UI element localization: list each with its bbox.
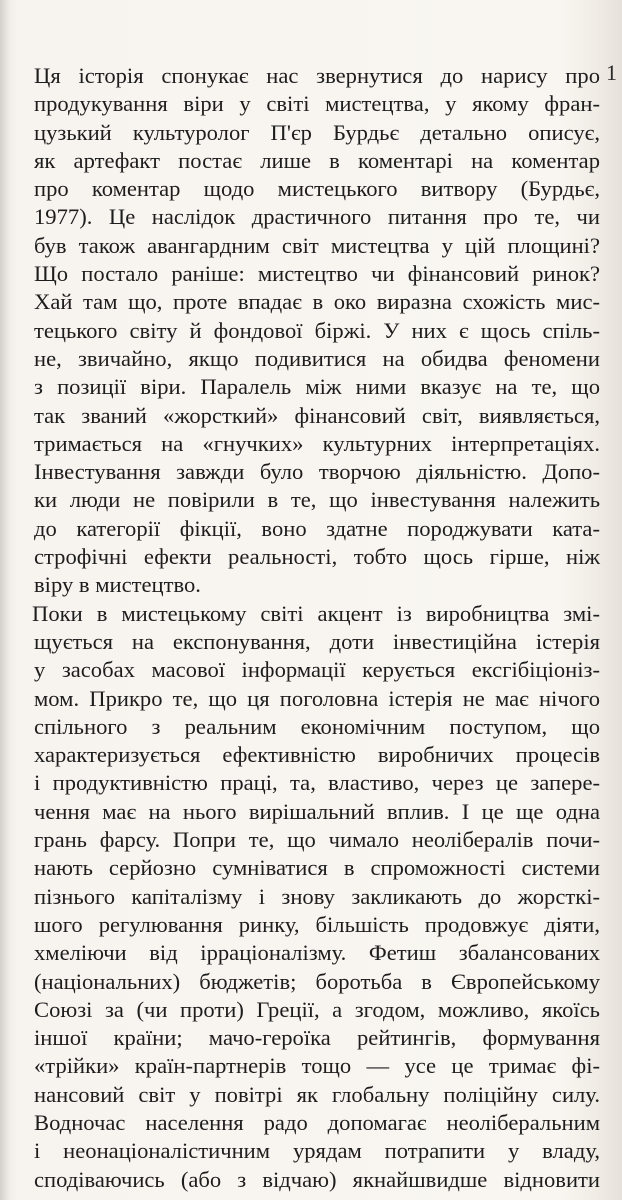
text-line: характеризується ефективністю виробничих процесів <box>34 742 600 768</box>
text-line: «трійки» країн-партнерів тощо — усе це тримає фі- <box>34 1053 600 1079</box>
spine-shadow <box>0 0 10 1200</box>
text-line: хмеліючи від ірраціоналізму. Фетиш збалансованих <box>34 940 600 966</box>
text-line: у засобах масової інформації керується ексгібіціоніз- <box>34 657 600 683</box>
paragraph-2 <box>34 600 600 1194</box>
text-line: нають серйозно сумніватися в спроможності системи <box>34 855 600 881</box>
text-line: пізнього капіталізму і знову закликають до жорсткі- <box>34 883 600 909</box>
text-line: Ця історія спонукає нас звернутися до нарису про <box>34 63 600 88</box>
text-line: 1977). Це наслідок драстичного питання про те, чи <box>34 204 600 230</box>
text-line: і продуктивністю праці, та, властиво, через це запере- <box>34 770 600 796</box>
text-line: віру в мистецтво. <box>34 572 201 598</box>
text-line: Водночас населення радо допомагає неоліберальним <box>34 1109 600 1135</box>
body-text <box>34 62 600 1194</box>
text-line: Поки в мистецькому світі акцент із виробництва змі- <box>32 600 600 626</box>
text-line: шого регулювання ринку, більшість продовжує діяти, <box>34 911 600 937</box>
text-line: ки люди не повірили в те, що інвестування належить <box>34 487 600 513</box>
text-line: Що постало раніше: мистецтво чи фінансовий ринок? <box>34 261 600 287</box>
text-line: сподіваючись (або з відчаю) якнайшвидше відновити <box>34 1166 600 1192</box>
text-line: Союзі за (чи проти) Греції, а згодом, можливо, якоїсь <box>34 996 600 1022</box>
text-line: з позиції віри. Паралель між ними вказує на те, що <box>34 374 600 400</box>
text-line: іншої країни; мачо-героїка рейтингів, формування <box>34 1025 600 1051</box>
text-line: не, звичайно, якщо подивитися на обидва феномени <box>34 345 600 371</box>
text-line: спільного з реальним економічним поступом, що <box>34 713 600 739</box>
text-line: і неонаціоналістичним урядам потрапити у владу, <box>34 1138 600 1164</box>
text-line: тримається на «гнучких» культурних інтерпретаціях. <box>34 430 600 456</box>
page-number: 1 <box>606 60 617 85</box>
text-line: про коментар щодо мистецького витвору (Бурдьє, <box>34 176 600 202</box>
text-line: нансовий світ у повітрі як глобальну поліційну силу. <box>34 1081 600 1107</box>
text-line: цузький культуролог П'єр Бурдьє детально описує, <box>34 119 600 145</box>
text-line: продукування віри у світі мистецтва, у якому фран- <box>34 91 600 117</box>
text-line: чення має на нього вирішальний вплив. І це ще одна <box>34 798 600 824</box>
text-line: мом. Прикро те, що ця поголовна істерія не має нічого <box>34 685 600 711</box>
text-line: строфічні ефекти реальності, тобто щось гірше, ніж <box>34 544 600 570</box>
text-line: грань фарсу. Попри те, що чимало неолібералів почи- <box>34 827 600 853</box>
text-line: був також авангардним світ мистецтва у цій площині? <box>34 232 600 258</box>
text-line: Інвестування завжди було творчою діяльністю. Допо- <box>34 459 600 485</box>
text-line: Хай там що, проте впадає в око виразна схожість мис- <box>34 289 600 315</box>
text-line: (національних) бюджетів; боротьба в Європейському <box>34 968 600 994</box>
text-line: тецького світу й фондової біржі. У них є щось спіль- <box>34 317 600 343</box>
text-line: до категорії фікції, воно здатне породжувати ката- <box>34 515 600 541</box>
text-line: щується на експонування, доти інвестиційна істерія <box>34 628 600 654</box>
text-line: як артефакт постає лише в коментарі на коментар <box>34 147 600 173</box>
text-line: так званий «жорсткий» фінансовий світ, виявляється, <box>34 402 600 428</box>
paragraph-1 <box>34 62 600 600</box>
